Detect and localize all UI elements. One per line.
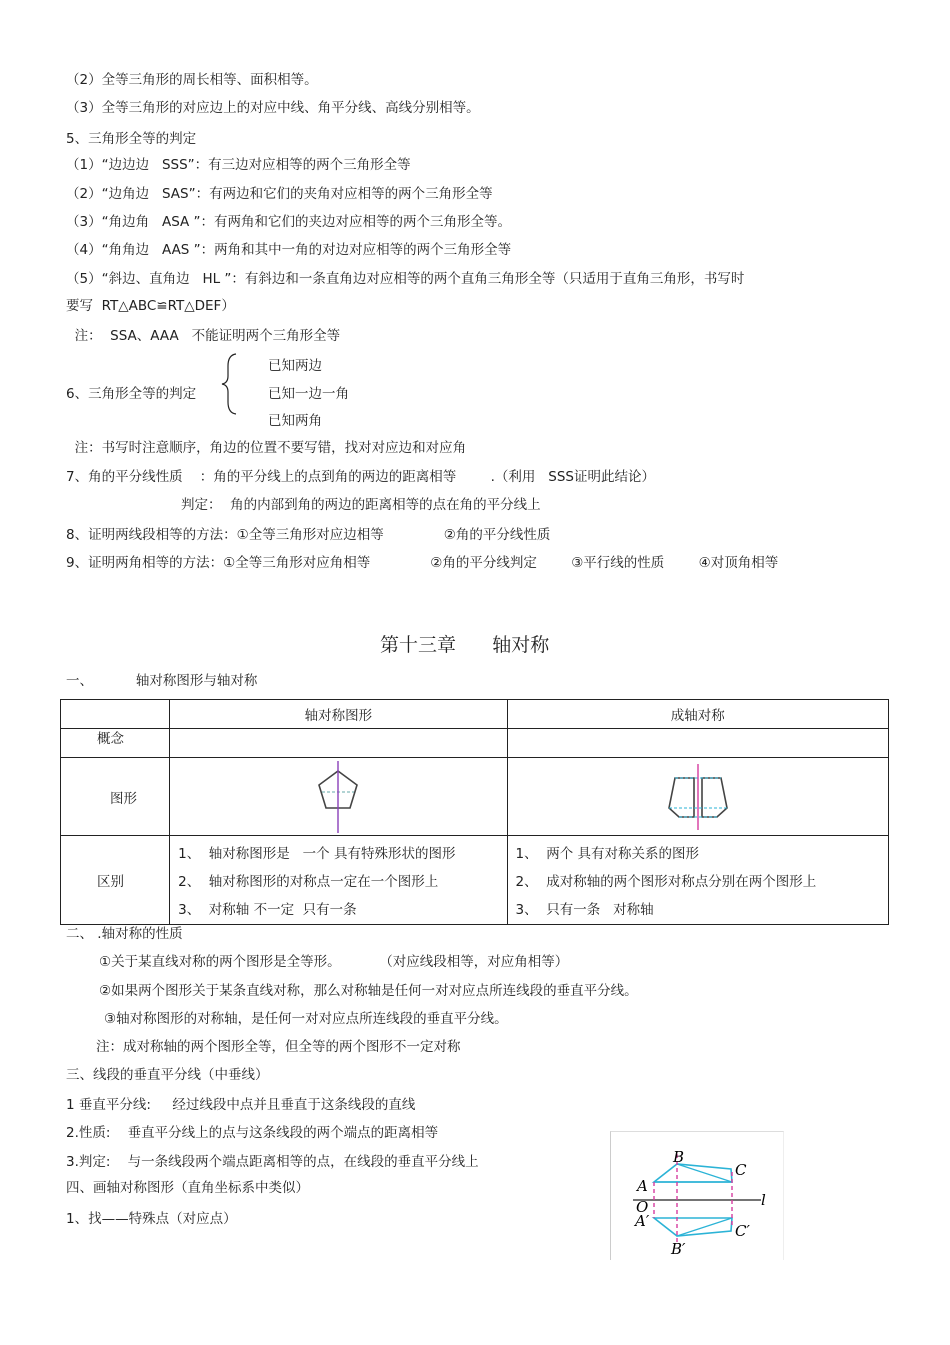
- rule-aas: （4）“角角边 AAS ”：两角和其中一角的对边对应相等的两个三角形全等: [66, 242, 512, 258]
- note-ssa: 注： SSA、AAA 不能证明两个三角形全等: [66, 328, 341, 344]
- line-congruent-perimeter: （2）全等三角形的周长相等、面积相等。: [66, 72, 318, 88]
- step-1-find-points: 1、找——特殊点（对应点）: [66, 1211, 237, 1227]
- note-order: 注：书写时注意顺序，角边的位置不要写错，找对对应边和对应角: [66, 440, 467, 456]
- chapter-title: 第十三章 轴对称: [380, 634, 550, 656]
- concept-cell-2: [507, 729, 888, 758]
- mirror-figure-cell: [507, 758, 888, 836]
- reflection-figure: [610, 1131, 784, 1260]
- symmetry-table: [60, 699, 889, 925]
- label-a-prime: A′: [635, 1212, 650, 1230]
- label-c: C: [735, 1161, 747, 1179]
- diff-axial-symmetry-2: 2、 成对称轴的两个图形对称点分别在两个图形上: [515, 874, 817, 890]
- label-a: A: [637, 1177, 648, 1195]
- table-row-concept: [61, 729, 889, 758]
- heading-6: 6、三角形全等的判定: [66, 386, 197, 402]
- def-perpendicular-bisector: 1 垂直平分线: 经过线段中点并且垂直于这条线段的直线: [66, 1097, 416, 1113]
- label-b-prime: B′: [671, 1240, 686, 1258]
- def-property: 2.性质: 垂直平分线上的点与这条线段的两个端点的距离相等: [66, 1125, 439, 1141]
- heading-8: 8、证明两线段相等的方法：①全等三角形对应边相等 ②角的平分线性质: [66, 527, 551, 543]
- mirror-shapes-icon: [663, 762, 733, 832]
- rule-hl-cont: 要写 RT△ABC≌RT△DEF）: [66, 298, 235, 314]
- rule-sss: （1）“边边边 SSS”：有三边对应相等的两个三角形全等: [66, 157, 411, 173]
- table-header-empty: [61, 700, 170, 729]
- section-4: 四、画轴对称图形（直角坐标系中类似）: [66, 1180, 309, 1196]
- reflection-diagram: [611, 1132, 783, 1260]
- option-two-sides: 已知两边: [268, 358, 322, 374]
- table-header-axial-figure: 轴对称图形: [170, 700, 507, 729]
- diff-axial-figure-1: 1、 轴对称图形是 一个 具有特殊形状的图形: [178, 846, 456, 862]
- table-row-difference: [61, 836, 889, 925]
- property-2: ②如果两个图形关于某条直线对称，那么对称轴是任何一对对应点所连线段的垂直平分线。: [99, 983, 638, 999]
- angle-bisector-criterion: 判定： 角的内部到角的两边的距离相等的点在角的平分线上: [181, 497, 541, 513]
- label-b: B: [673, 1148, 685, 1166]
- section-3: 三、线段的垂直平分线（中垂线）: [66, 1067, 269, 1083]
- row-label-concept: 概念: [61, 729, 170, 758]
- diff-axial-figure-2: 2、 轴对称图形的对称点一定在一个图形上: [178, 874, 439, 890]
- option-side-angle: 已知一边一角: [268, 386, 349, 402]
- diff-axial-symmetry-3: 3、 只有一条 对称轴: [515, 902, 654, 918]
- section-1: 一、 轴对称图形与轴对称: [66, 673, 258, 689]
- concept-cell-1: [170, 729, 507, 758]
- pentagon-figure-cell: [170, 758, 507, 836]
- line-congruent-medians: （3）全等三角形的对应边上的对应中线、角平分线、高线分别相等。: [66, 100, 480, 116]
- row-label-figure: 图形: [61, 758, 170, 836]
- option-two-angles: 已知两角: [268, 413, 322, 429]
- heading-5: 5、三角形全等的判定: [66, 131, 197, 147]
- rule-hl: （5）“斜边、直角边 HL ”：有斜边和一条直角边对应相等的两个直角三角形全等（只适用于直角三角形，书写时: [66, 271, 745, 287]
- label-o: O: [636, 1198, 649, 1216]
- property-note: 注：成对称轴的两个图形全等，但全等的两个图形不一定对称: [96, 1039, 461, 1055]
- diff-axial-symmetry-1: 1、 两个 具有对称关系的图形: [515, 846, 699, 862]
- property-3: ③轴对称图形的对称轴，是任何一对对应点所连线段的垂直平分线。: [104, 1011, 508, 1027]
- rule-sas: （2）“边角边 SAS”：有两边和它们的夹角对应相等的两个三角形全等: [66, 186, 493, 202]
- property-1: ①关于某直线对称的两个图形是全等形。 （对应线段相等，对应角相等）: [99, 954, 569, 970]
- table-header-row: [61, 700, 889, 729]
- heading-7: 7、角的平分线性质 ：角的平分线上的点到角的两边的距离相等 .（利用 SSS证明此结论）: [66, 469, 655, 485]
- diff-axial-figure: [170, 836, 507, 925]
- def-criterion: 3.判定: 与一条线段两个端点距离相等的点，在线段的垂直平分线上: [66, 1154, 479, 1170]
- diff-axial-figure-3: 3、 对称轴 不一定 只有一条: [178, 902, 357, 918]
- row-label-difference: 区别: [61, 836, 170, 925]
- pentagon-icon: [308, 759, 368, 835]
- table-header-axial-symmetry: 成轴对称: [507, 700, 888, 729]
- label-l: l: [761, 1191, 766, 1209]
- rule-asa: （3）“角边角 ASA ”：有两角和它们的夹边对应相等的两个三角形全等。: [66, 214, 512, 230]
- table-row-figure: [61, 758, 889, 836]
- curly-brace: [218, 352, 240, 416]
- section-2: 二、 .轴对称的性质: [66, 926, 183, 942]
- label-c-prime: C′: [735, 1222, 750, 1240]
- diff-axial-symmetry: [507, 836, 888, 925]
- heading-9: 9、证明两角相等的方法：①全等三角形对应角相等 ②角的平分线判定 ③平行线的性质 ④对顶角相等: [66, 555, 779, 571]
